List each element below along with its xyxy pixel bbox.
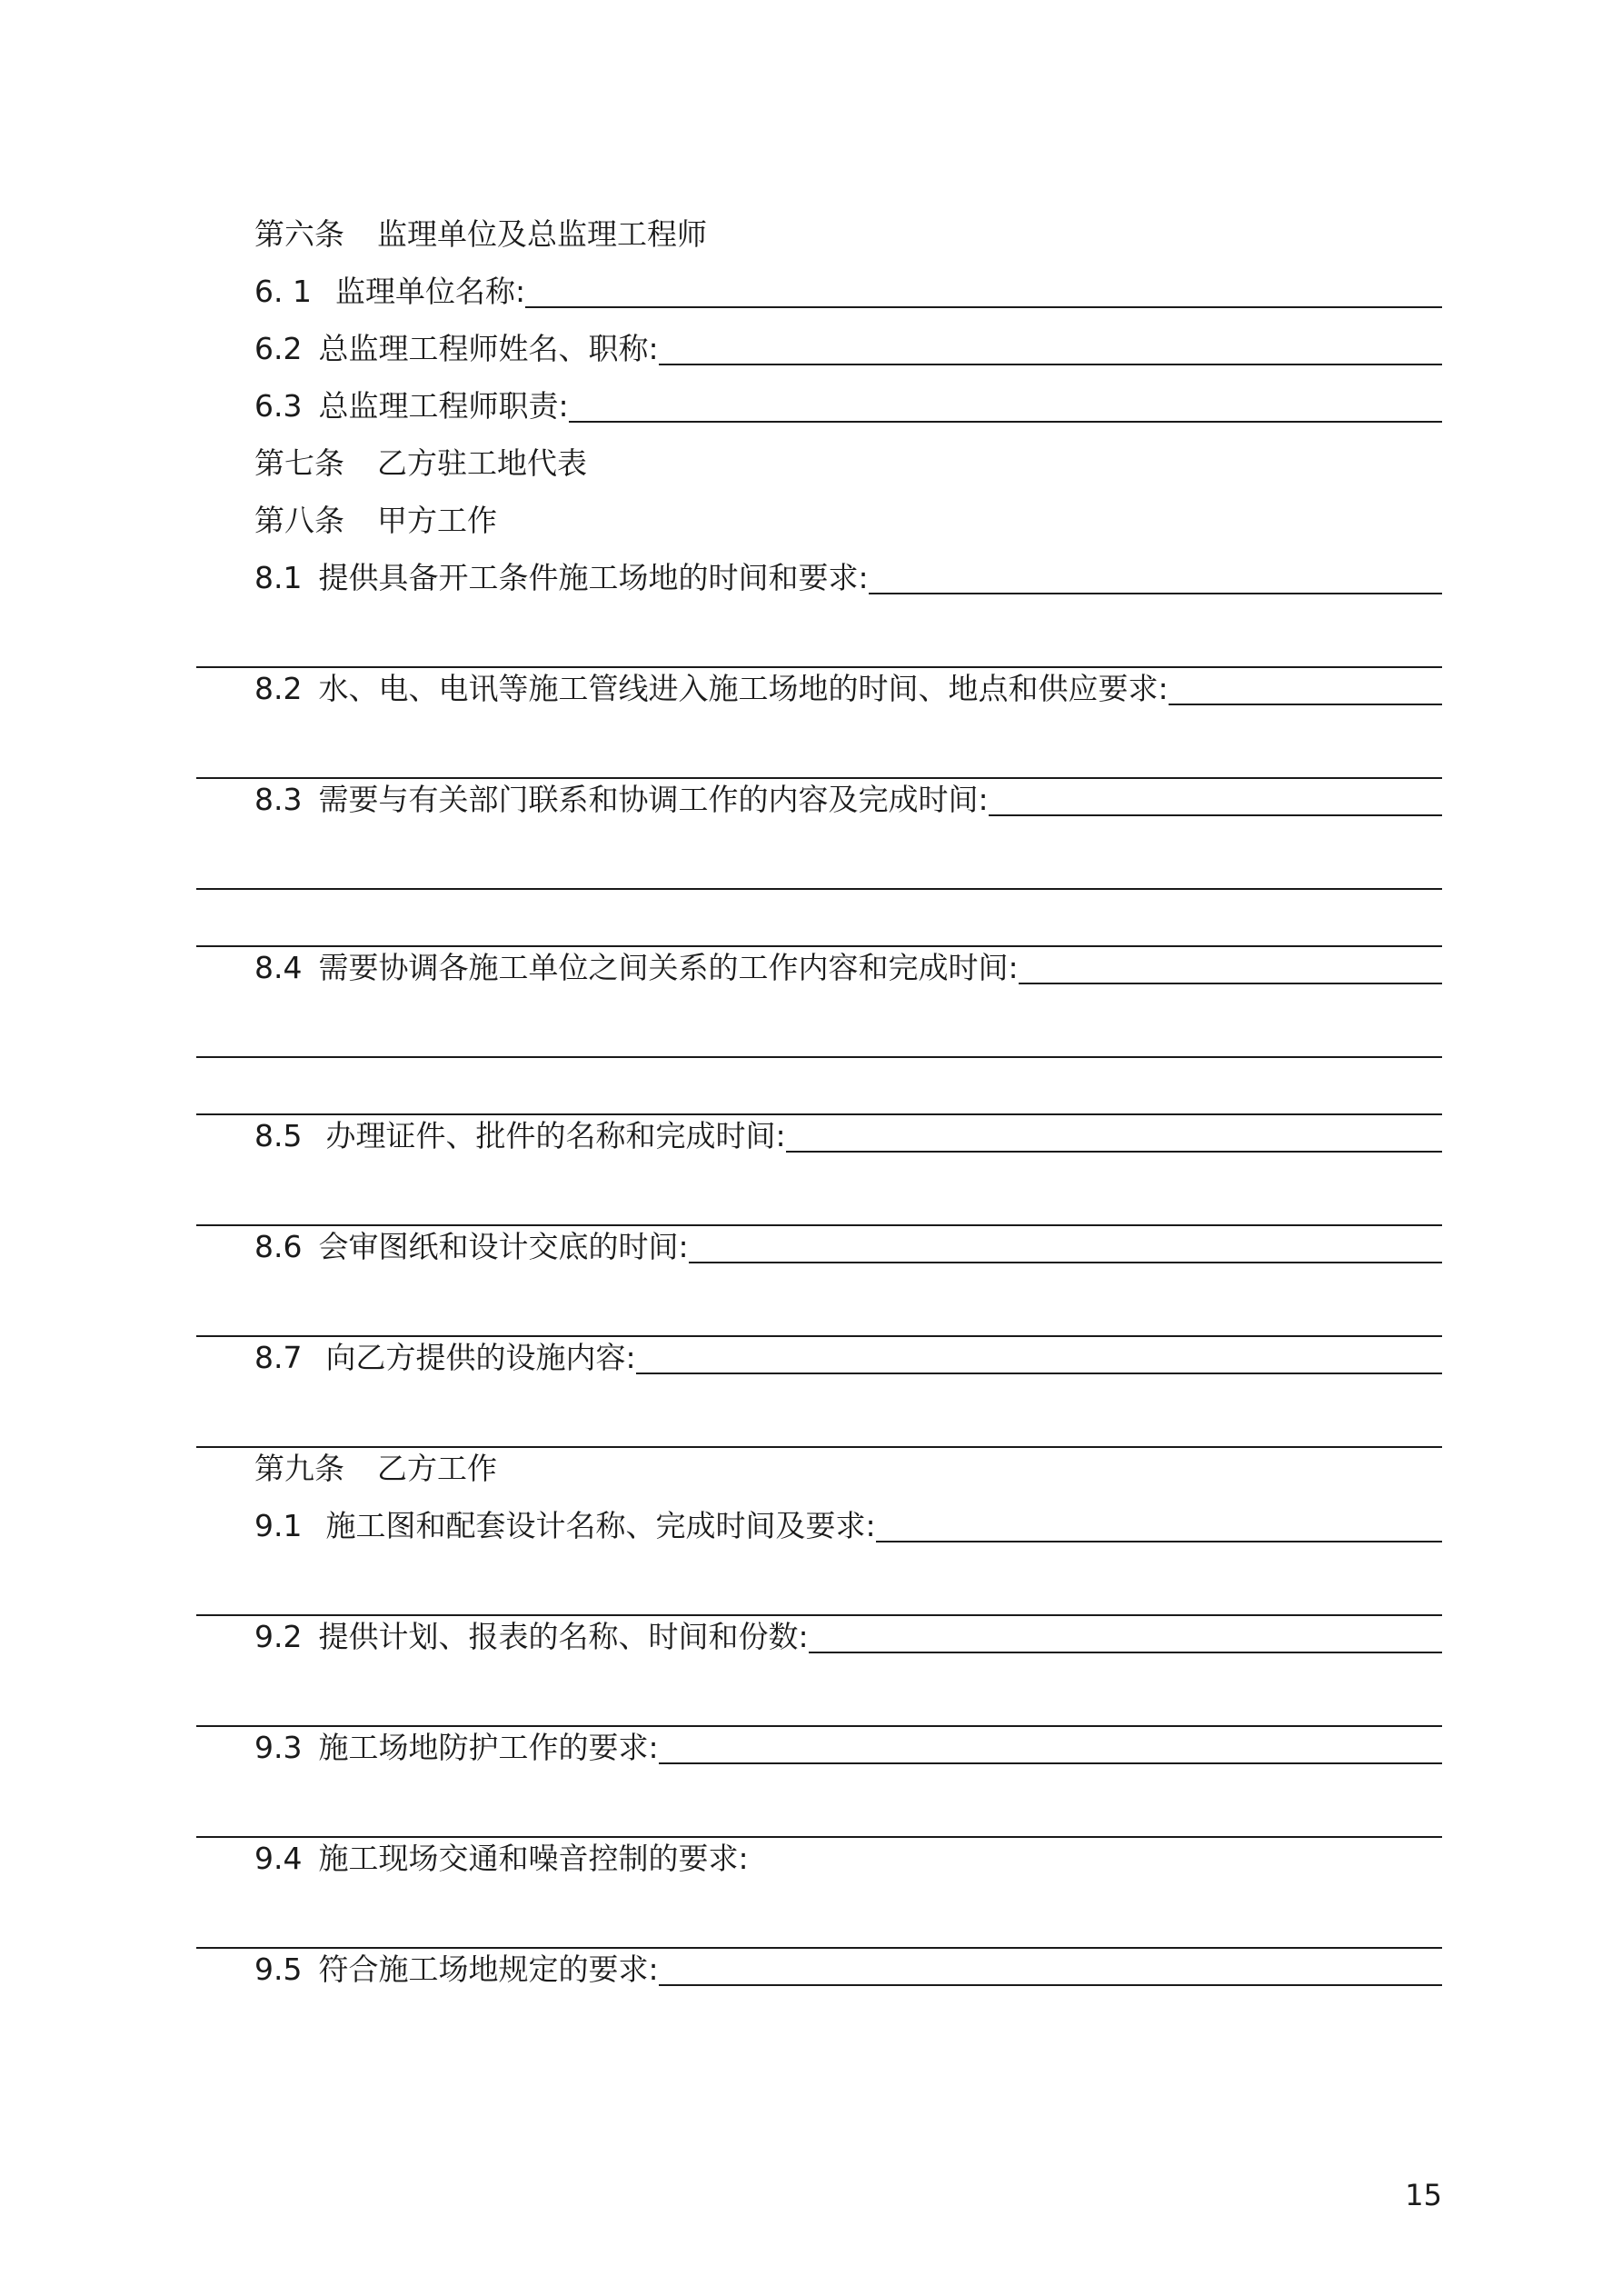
section-9-text: 乙方工作 — [377, 1451, 497, 1486]
item-9-1-label: 施工图和配套设计名称、完成时间及要求: — [325, 1508, 876, 1543]
item-6-1-blank[interactable] — [525, 306, 1442, 308]
item-8-3-blank[interactable] — [989, 814, 1442, 816]
page-number: 15 — [1405, 2178, 1442, 2212]
section-8-heading — [254, 501, 1442, 541]
item-9-3-blank[interactable] — [659, 1762, 1442, 1764]
item-8-4-blank[interactable] — [1019, 983, 1442, 984]
item-8-4-label: 需要协调各施工单位之间关系的工作内容和完成时间: — [318, 950, 1019, 985]
item-8-6 — [254, 1227, 1442, 1267]
section-9-title: 第九条 — [254, 1451, 344, 1486]
section-7-text: 乙方驻工地代表 — [377, 445, 587, 481]
item-9-4-extra-line[interactable] — [196, 1947, 1442, 1949]
item-6-2-label: 总监理工程师姓名、职称: — [318, 331, 659, 366]
item-8-7-blank[interactable] — [636, 1373, 1442, 1374]
item-8-5-number: 8.5 — [254, 1118, 303, 1153]
item-9-5-label: 符合施工场地规定的要求: — [318, 1952, 659, 1987]
item-9-4 — [254, 1839, 1442, 1879]
item-9-2 — [254, 1617, 1442, 1657]
item-8-6-blank[interactable] — [689, 1262, 1442, 1263]
item-9-5-number: 9.5 — [254, 1952, 303, 1987]
item-8-4-extra-line-2[interactable] — [196, 1113, 1442, 1115]
item-8-7 — [254, 1338, 1442, 1378]
item-8-1 — [254, 558, 1442, 598]
item-8-6-number: 8.6 — [254, 1229, 303, 1264]
item-8-3-extra-line-1[interactable] — [196, 888, 1442, 890]
section-6-title: 第六条 — [254, 216, 344, 252]
item-6-3-label: 总监理工程师职责: — [318, 388, 569, 424]
section-7-heading — [254, 444, 1442, 484]
item-8-4 — [254, 948, 1442, 988]
item-8-2 — [254, 669, 1442, 709]
item-8-5-extra-line[interactable] — [196, 1224, 1442, 1226]
item-8-1-extra-line[interactable] — [196, 666, 1442, 668]
item-8-7-extra-line[interactable] — [196, 1446, 1442, 1448]
item-8-1-blank[interactable] — [869, 593, 1442, 594]
section-8-title: 第八条 — [254, 503, 344, 538]
item-9-2-blank[interactable] — [809, 1652, 1442, 1653]
item-6-2-blank[interactable] — [659, 364, 1442, 365]
item-8-3-label: 需要与有关部门联系和协调工作的内容及完成时间: — [318, 782, 989, 817]
item-8-4-extra-line-1[interactable] — [196, 1056, 1442, 1058]
section-9-heading — [254, 1449, 1442, 1489]
item-9-2-label: 提供计划、报表的名称、时间和份数: — [318, 1619, 809, 1654]
item-6-3 — [254, 386, 1442, 426]
item-9-1-number: 9.1 — [254, 1508, 303, 1543]
item-8-4-number: 8.4 — [254, 950, 303, 985]
item-9-2-extra-line[interactable] — [196, 1725, 1442, 1727]
section-6-heading — [254, 215, 1442, 255]
item-8-7-number: 8.7 — [254, 1340, 303, 1375]
item-6-2-number: 6.2 — [254, 331, 303, 366]
item-8-2-extra-line[interactable] — [196, 777, 1442, 779]
item-9-2-number: 9.2 — [254, 1619, 303, 1654]
item-6-3-number: 6.3 — [254, 388, 303, 424]
item-8-2-number: 8.2 — [254, 671, 303, 706]
section-8-text: 甲方工作 — [377, 503, 497, 538]
item-6-3-blank[interactable] — [569, 421, 1442, 423]
item-9-3 — [254, 1728, 1442, 1768]
item-8-6-extra-line[interactable] — [196, 1335, 1442, 1337]
item-8-5-blank[interactable] — [786, 1151, 1442, 1153]
item-6-2 — [254, 329, 1442, 369]
item-8-2-blank[interactable] — [1169, 704, 1442, 705]
item-9-4-label: 施工现场交通和噪音控制的要求: — [318, 1841, 749, 1876]
item-8-3 — [254, 780, 1442, 820]
item-9-3-label: 施工场地防护工作的要求: — [318, 1730, 659, 1765]
item-8-1-label: 提供具备开工条件施工场地的时间和要求: — [318, 560, 869, 595]
item-9-5-blank[interactable] — [659, 1984, 1442, 1986]
item-9-5 — [254, 1950, 1442, 1990]
item-8-7-label: 向乙方提供的设施内容: — [325, 1340, 636, 1375]
item-8-3-number: 8.3 — [254, 782, 303, 817]
section-7-title: 第七条 — [254, 445, 344, 481]
item-9-4-number: 9.4 — [254, 1841, 303, 1876]
item-8-6-label: 会审图纸和设计交底的时间: — [318, 1229, 689, 1264]
item-6-1-label: 监理单位名称: — [334, 274, 526, 309]
item-9-1-blank[interactable] — [876, 1541, 1442, 1542]
section-6-text: 监理单位及总监理工程师 — [377, 216, 707, 252]
item-8-1-number: 8.1 — [254, 560, 303, 595]
item-9-3-extra-line[interactable] — [196, 1836, 1442, 1838]
item-8-5 — [254, 1116, 1442, 1156]
item-9-1 — [254, 1506, 1442, 1546]
item-6-1 — [254, 272, 1442, 312]
item-8-3-extra-line-2[interactable] — [196, 945, 1442, 947]
item-8-5-label: 办理证件、批件的名称和完成时间: — [325, 1118, 786, 1153]
item-9-3-number: 9.3 — [254, 1730, 303, 1765]
item-8-2-label: 水、电、电讯等施工管线进入施工场地的时间、地点和供应要求: — [318, 671, 1169, 706]
item-6-1-number: 6. 1 — [254, 274, 312, 309]
item-9-1-extra-line[interactable] — [196, 1614, 1442, 1616]
